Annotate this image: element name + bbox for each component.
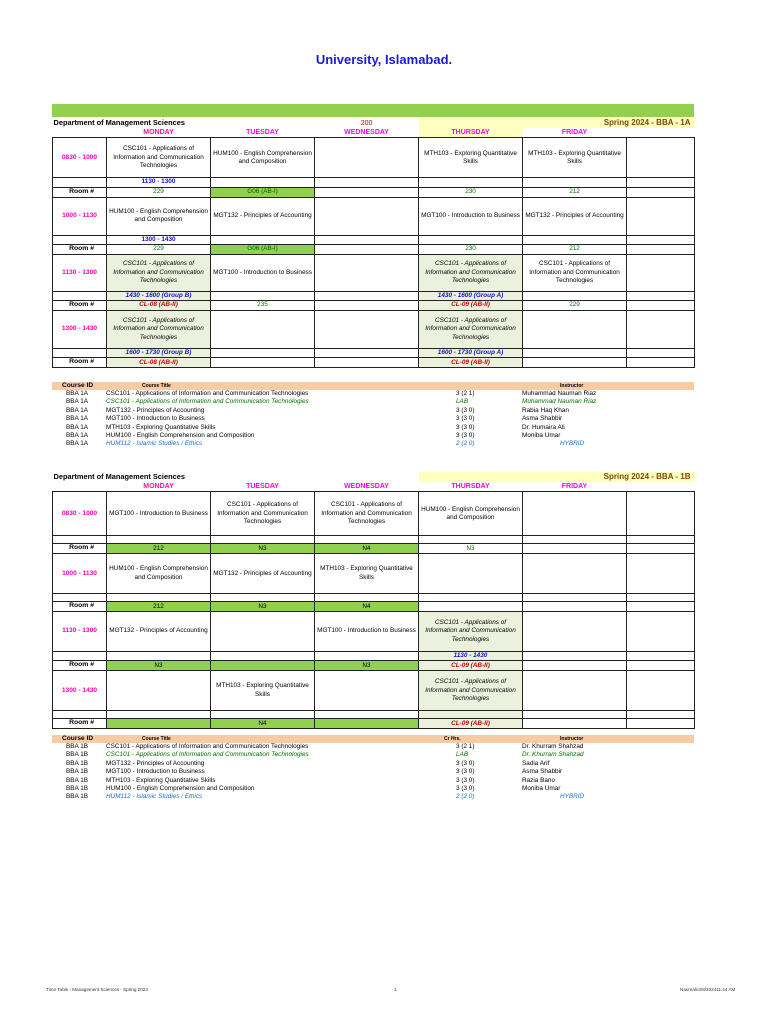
course-credit-hours: 3 (3 0) — [456, 431, 475, 439]
course-credit-hours: 3 (3 0) — [456, 415, 475, 423]
course-id: BBA 1A — [66, 398, 89, 406]
term-title: Spring 2024 - BBA - 1A — [419, 118, 695, 128]
time-slot: 1300 - 1430 — [53, 671, 107, 711]
class-cell: HUM100 - English Comprehension and Composition — [419, 492, 523, 536]
course-row — [52, 768, 694, 776]
course-row — [52, 390, 694, 398]
course-row — [52, 424, 694, 432]
room-cell: 229 — [523, 301, 627, 311]
room-cell: 235 — [211, 301, 315, 311]
room-cell: 230 — [419, 187, 523, 197]
course-row — [52, 415, 694, 423]
class-cell: MTH103 - Exploring Quantitative Skills — [315, 554, 419, 594]
class-cell: CSC101 - Applications of Information and Communication Technologies — [107, 254, 211, 291]
course-id: BBA 1A — [66, 423, 89, 431]
room-label: Room # — [53, 719, 107, 729]
class-cell — [315, 138, 419, 178]
course-row — [52, 440, 694, 448]
footer-left: Time Table - Management Sciences - Spring 2024 — [46, 987, 148, 992]
room-cell: 212 — [107, 602, 211, 612]
header-course-id: Course ID — [62, 735, 94, 742]
group-time-note: 1600 - 1730 (Group B) — [107, 348, 211, 357]
course-instructor: Sadia Arif — [522, 759, 550, 767]
room-cell: 229 — [107, 244, 211, 254]
day-friday: FRIDAY — [561, 483, 588, 491]
course-title: MGT100 - Introduction to Business — [106, 768, 205, 776]
class-cell: MGT132 - Principles of Accounting — [523, 197, 627, 235]
time-slot: 1130 - 1300 — [53, 254, 107, 291]
room-cell: N3 — [419, 544, 523, 554]
course-instructor: Muhammad Nauman Riaz — [522, 398, 597, 406]
day-monday: MONDAY — [143, 483, 174, 491]
day-thursday: THURSDAY — [451, 483, 490, 491]
course-credit-hours: LAB — [456, 751, 469, 759]
course-list-header — [52, 382, 694, 390]
course-list-bba-1a — [52, 382, 694, 449]
day-tuesday: TUESDAY — [246, 483, 279, 491]
course-credit-hours: 3 (3 0) — [456, 768, 475, 776]
room-cell: CL-09 (AB-II) — [419, 661, 523, 671]
department-name: Department of Management Sciences — [53, 118, 185, 128]
course-title: MGT132 - Principles of Accounting — [106, 759, 205, 767]
course-instructor: HYBRID — [560, 440, 585, 448]
group-time-note: 1600 - 1730 (Group A) — [419, 348, 523, 357]
room-cell: N4 — [315, 602, 419, 612]
course-instructor: Rabia Haq Khan — [522, 406, 569, 414]
class-time-note: 1130 - 1430 — [419, 652, 523, 661]
course-row — [52, 743, 694, 751]
course-id: BBA 1A — [66, 431, 89, 439]
class-cell: CSC101 - Applications of Information and Communication Technologies — [419, 254, 523, 291]
course-title: HUM100 - English Comprehension and Composition — [106, 784, 255, 792]
class-cell: CSC101 - Applications of Information and Communication Technologies — [211, 492, 315, 536]
course-credit-hours: 3 (2 1) — [456, 743, 475, 750]
class-cell: MGT100 - Introduction to Business — [211, 254, 315, 291]
class-cell: MGT100 - Introduction to Business — [107, 492, 211, 536]
class-cell: HUM100 - English Comprehension and Composition — [107, 197, 211, 235]
time-slot: 1000 - 1130 — [53, 554, 107, 594]
room-cell: CL-08 (AB-II) — [107, 301, 211, 311]
class-cell: CSC101 - Applications of Information and Communication Technologies — [419, 612, 523, 652]
room-cell — [315, 187, 419, 197]
course-title: HUM112 - Islamic Studies / Ethics — [106, 793, 203, 801]
course-id: BBA 1A — [66, 406, 89, 414]
course-credit-hours: LAB — [456, 398, 469, 406]
header-green-bar — [52, 104, 694, 117]
course-instructor: Asma Shabbir — [522, 768, 563, 776]
room-cell: CL-09 (AB-II) — [419, 301, 523, 311]
class-cell: CSC101 - Applications of Information and Communication Technologies — [315, 492, 419, 536]
header-instructor: Instructor — [560, 383, 584, 389]
course-title: CSC101 - Applications of Information and Communication Technologies — [106, 743, 309, 750]
course-id: BBA 1B — [66, 751, 89, 759]
room-cell: 229 — [107, 187, 211, 197]
time-slot: 1300 - 1430 — [53, 310, 107, 348]
room-label: Room # — [53, 661, 107, 671]
course-id: BBA 1B — [66, 759, 89, 767]
course-row — [52, 785, 694, 793]
course-title: CSC101 - Applications of Information and Communication Technologies — [106, 390, 309, 397]
course-id: BBA 1B — [66, 768, 89, 776]
course-credit-hours: 3 (3 0) — [456, 784, 475, 792]
class-cell: MGT132 - Principles of Accounting — [211, 197, 315, 235]
course-credit-hours: 3 (3 0) — [456, 406, 475, 414]
course-row — [52, 407, 694, 415]
room-cell: CL-09 (AB-II) — [419, 358, 523, 368]
course-title: MTH103 - Exploring Quantitative Skills — [106, 776, 216, 784]
room-cell: G06 (AB-I) — [211, 187, 315, 197]
header-course-title: Course Title — [142, 736, 171, 742]
room-cell: CL-09 (AB-II) — [419, 719, 523, 729]
header-instructor: Instructor — [560, 736, 584, 742]
time-slot: 0830 - 1000 — [53, 492, 107, 536]
room-cell: N4 — [211, 719, 315, 729]
day-wednesday: WEDNESDAY — [344, 483, 389, 491]
header-course-id: Course ID — [62, 382, 94, 389]
course-credit-hours: 3 (3 0) — [456, 759, 475, 767]
room-cell: N3 — [315, 661, 419, 671]
course-id: BBA 1B — [66, 743, 89, 750]
time-slot: 0830 - 1000 — [53, 138, 107, 178]
day-thursday: THURSDAY — [419, 128, 523, 138]
course-title: MGT100 - Introduction to Business — [106, 415, 205, 423]
group-time-note: 1430 - 1600 (Group A) — [419, 291, 523, 300]
class-cell: MTH103 - Exploring Quantitative Skills — [523, 138, 627, 178]
room-cell: N3 — [211, 544, 315, 554]
class-cell: CSC101 - Applications of Information and Communication Technologies — [523, 254, 627, 291]
room-label: Room # — [53, 358, 107, 368]
course-id: BBA 1B — [66, 776, 89, 784]
course-list-header — [52, 735, 694, 743]
course-row — [52, 777, 694, 785]
room-cell: N3 — [107, 661, 211, 671]
day-monday: MONDAY — [143, 129, 174, 137]
footer-page-number: 1 — [394, 987, 397, 992]
room-label: Room # — [53, 301, 107, 311]
course-credit-hours: 3 (2 1) — [456, 390, 475, 397]
course-id: BBA 1A — [66, 415, 89, 423]
header-cr-hrs: Cr Hrs. — [444, 736, 461, 742]
course-id: BBA 1A — [66, 390, 89, 397]
course-credit-hours: 2 (2 0) — [456, 793, 475, 801]
course-title: CSC101 - Applications of Information and Communication Technologies — [106, 398, 309, 406]
class-cell: CSC101 - Applications of Information and Communication Technologies — [419, 671, 523, 711]
term-title: Spring 2024 - BBA - 1B — [419, 472, 695, 482]
class-cell: MGT100 - Introduction to Business — [315, 612, 419, 652]
room-label: Room # — [53, 187, 107, 197]
class-cell: MGT132 - Principles of Accounting — [107, 612, 211, 652]
room-cell: 212 — [523, 244, 627, 254]
course-instructor: Dr. Humaira Ali — [522, 423, 565, 431]
class-cell: CSC101 - Applications of Information and Communication Technologies — [107, 310, 211, 348]
university-title: University, Islamabad. — [315, 52, 453, 67]
course-instructor: Asma Shabbir — [522, 415, 563, 423]
course-id: BBA 1B — [66, 784, 89, 792]
course-credit-hours: 3 (3 0) — [456, 776, 475, 784]
course-title: HUM100 - English Comprehension and Composition — [106, 431, 255, 439]
course-id: BBA 1A — [66, 440, 89, 448]
course-row — [52, 751, 694, 759]
footer-right: Naumahi3/8/202411:44 AM — [680, 987, 736, 992]
room-label: Room # — [53, 602, 107, 612]
class-cell: MGT132 - Principles of Accounting — [211, 554, 315, 594]
course-credit-hours: 2 (2 0) — [456, 440, 475, 448]
room-cell: CL-08 (AB-II) — [107, 358, 211, 368]
course-instructor: Dr. Khurram Shahzad — [522, 751, 584, 759]
header-extra-value: 200 — [360, 119, 373, 127]
class-cell: MTH103 - Exploring Quantitative Skills — [419, 138, 523, 178]
course-title: MGT132 - Principles of Accounting — [106, 406, 205, 414]
department-name: Department of Management Sciences — [53, 472, 185, 482]
course-row — [52, 760, 694, 768]
course-row — [52, 398, 694, 406]
course-list-bba-1b — [52, 735, 694, 802]
class-cell — [627, 138, 695, 178]
class-cell: MTH103 - Exploring Quantitative Skills — [211, 671, 315, 711]
class-time-note: 1130 - 1300 — [107, 178, 211, 187]
room-cell: 212 — [107, 544, 211, 554]
day-friday: FRIDAY — [561, 129, 588, 137]
course-row — [52, 432, 694, 440]
day-tuesday: TUESDAY — [246, 129, 279, 137]
room-cell: 212 — [523, 187, 627, 197]
course-instructor: Razia Bano — [522, 776, 556, 784]
class-cell: CSC101 - Applications of Information and Communication Technologies — [419, 310, 523, 348]
course-instructor: Dr. Khurram Shahzad — [522, 743, 584, 750]
course-instructor: Moniba Umar — [522, 784, 561, 792]
class-time-note: 1300 - 1430 — [107, 235, 211, 244]
time-slot: 1130 - 1300 — [53, 612, 107, 652]
time-slot: 1000 - 1130 — [53, 197, 107, 235]
room-cell: N3 — [211, 602, 315, 612]
course-id: BBA 1B — [66, 793, 89, 801]
room-label: Room # — [53, 544, 107, 554]
class-cell: CSC101 - Applications of Information and Communication Technologies — [107, 138, 211, 178]
course-title: CSC101 - Applications of Information and Communication Technologies — [106, 751, 309, 759]
room-cell: 230 — [419, 244, 523, 254]
day-wednesday: WEDNESDAY — [344, 129, 389, 137]
course-row — [52, 793, 694, 801]
class-cell: MGT100 - Introduction to Business — [419, 197, 523, 235]
class-cell: HUM100 - English Comprehension and Composition — [107, 554, 211, 594]
course-title: HUM112 - Islamic Studies / Ethics — [106, 440, 203, 448]
course-instructor: Moniba Umar — [522, 431, 561, 439]
class-cell: HUM100 - English Comprehension and Composition — [211, 138, 315, 178]
course-instructor: HYBRID — [560, 793, 585, 801]
room-label: Room # — [53, 244, 107, 254]
room-cell: N4 — [315, 544, 419, 554]
timetable-bba-1a — [52, 118, 695, 368]
header-course-title: Course Title — [142, 383, 171, 389]
timetable-bba-1b — [52, 472, 695, 729]
course-credit-hours: 3 (3 0) — [456, 423, 475, 431]
course-instructor: Muhammad Nauman Riaz — [522, 390, 597, 397]
room-cell: G06 (AB-I) — [211, 244, 315, 254]
group-time-note: 1430 - 1600 (Group B) — [107, 291, 211, 300]
course-title: MTH103 - Exploring Quantitative Skills — [106, 423, 216, 431]
